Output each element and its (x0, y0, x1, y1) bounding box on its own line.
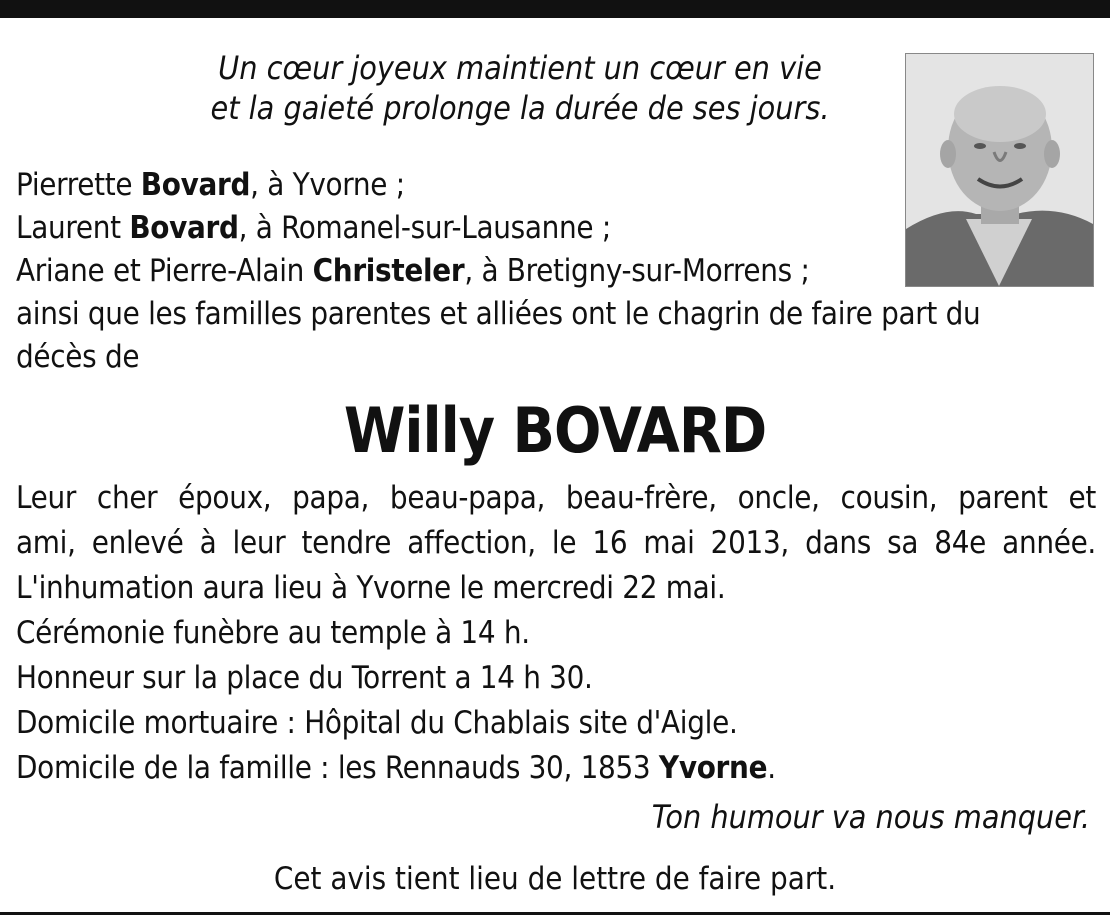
details-line-3: L'inhumation aura lieu à Yvorne le mercredi 22 mai. (16, 570, 726, 606)
deceased-name: Willy BOVARD (343, 394, 767, 467)
obituary-details (16, 476, 1096, 791)
top-border-rule (0, 0, 1110, 18)
family-surname: Christeler (312, 253, 465, 289)
details-line-7 (16, 746, 1096, 791)
family-announcement (16, 164, 1096, 379)
family-line-3 (16, 250, 1096, 293)
family-town: Yvorne (658, 750, 768, 786)
farewell-message: Ton humour va nous manquer. (651, 798, 1090, 836)
epigraph-line-2: et la gaieté prolonge la durée de ses jours. (210, 89, 830, 127)
details-line-4: Cérémonie funèbre au temple à 14 h. (16, 615, 530, 651)
family-line-2 (16, 207, 1096, 250)
family-line-5: décès de (16, 339, 140, 375)
family-first-name: Ariane et Pierre-Alain (16, 253, 313, 289)
details-line-1: Leur cher époux, papa, beau-papa, beau-frère, oncle, cousin, parent et (16, 480, 1096, 516)
family-location: , à Yvorne ; (250, 167, 405, 203)
family-line-1 (16, 164, 1096, 207)
family-first-name: Pierrette (16, 167, 141, 203)
details-line-6: Domicile mortuaire : Hôpital du Chablais site d'Aigle. (16, 705, 738, 741)
family-surname: Bovard (140, 167, 251, 203)
details-line-2: ami, enlevé à leur tendre affection, le 16 mai 2013, dans sa 84e année. (16, 525, 1096, 561)
address-period: . (767, 750, 776, 786)
epigraph-line-1: Un cœur joyeux maintient un cœur en vie (218, 49, 822, 87)
family-location: , à Bretigny-sur-Morrens ; (464, 253, 810, 289)
family-line-4: ainsi que les familles parentes et alliées ont le chagrin de faire part du (16, 296, 981, 332)
notice-footer: Cet avis tient lieu de lettre de faire part. (273, 861, 837, 897)
bottom-border-rule (0, 912, 1110, 915)
family-surname: Bovard (129, 210, 239, 246)
family-location: , à Romanel-sur-Lausanne ; (238, 210, 611, 246)
epigraph-quote (160, 48, 880, 128)
details-line-5: Honneur sur la place du Torrent a 14 h 30. (16, 660, 593, 696)
family-address: Domicile de la famille : les Rennauds 30, 1853 (16, 750, 659, 786)
family-first-name: Laurent (16, 210, 130, 246)
